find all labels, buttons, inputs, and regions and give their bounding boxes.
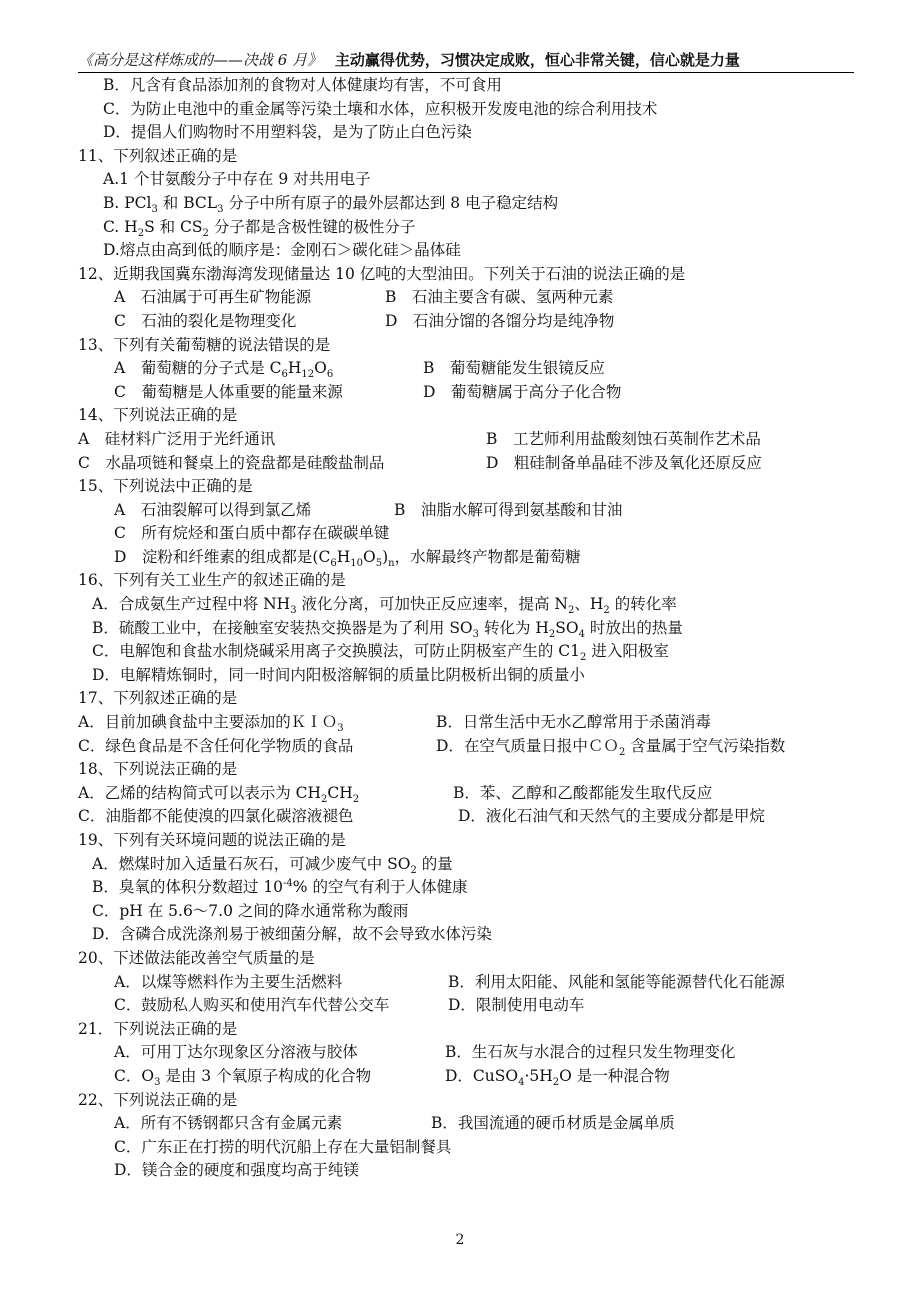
q19-option-d: D．含磷合成洗涤剂易于被细菌分解，故不会导致水体污染 xyxy=(92,925,492,944)
q11-option-c: C. $H_2S$ 和 $CS_2$ 分子都是含极性键的极性分子 xyxy=(103,217,416,239)
q13-option-b: B 葡萄糖能发生银镜反应 xyxy=(423,359,605,378)
q10-option-d: D．提倡人们购物时不用塑料袋，是为了防止白色污染 xyxy=(103,123,472,142)
q20-option-b: B．利用太阳能、风能和氢能等能源替代化石能源 xyxy=(448,972,785,991)
q13-option-d: D 葡萄糖属于高分子化合物 xyxy=(423,382,622,401)
q12-options-cd xyxy=(78,310,868,334)
q21-options-ab xyxy=(78,1041,868,1065)
q15-option-d: D 淀粉和纤维素的组成都是$(C_6H_{10}O_5)_n$，水解最终产物都是葡萄糖 xyxy=(114,547,581,569)
q18-options-cd xyxy=(78,805,868,829)
q22-option-b: B．我国流通的硬币材质是金属单质 xyxy=(431,1114,675,1133)
q16-option-c: C．电解饱和食盐水制烧碱采用离子交换膜法，可防止阴极室产生的 $C1_2$ 进入阳极室 xyxy=(92,642,669,664)
q17-stem: 17、下列叙述正确的是 xyxy=(78,689,238,708)
q17-option-c: C．绿色食品是不含任何化学物质的食品 xyxy=(78,736,354,755)
q15-option-a: A 石油裂解可以得到氯乙烯 xyxy=(114,500,312,519)
q10-option-c: C．为防止电池中的重金属等污染土壤和水体，应积极开发废电池的综合利用技术 xyxy=(103,99,658,118)
q16-option-b: B．硫酸工业中，在接触室安装热交换器是为了利用 $SO_3$ 转化为 $H_2SO_4$ 时放出的热量 xyxy=(92,618,683,640)
q20-stem: 20、下述做法能改善空气质量的是 xyxy=(78,948,315,967)
q15-stem: 15、下列说法中正确的是 xyxy=(78,477,253,496)
q14-option-b: B 工艺师利用盐酸刻蚀石英制作艺术品 xyxy=(486,429,761,448)
q13-option-a: A 葡萄糖的分子式是 $C_6H_{12}O_6$ xyxy=(114,359,334,381)
q19-option-a: A．燃煤时加入适量石灰石，可减少废气中 $SO_2$ 的量 xyxy=(92,854,453,876)
q21-option-b: B．生石灰与水混合的过程只发生物理变化 xyxy=(445,1043,736,1062)
q21-options-cd xyxy=(78,1065,868,1089)
q11-option-b: B. PCl$_3$ 和 $BCL_3$ 分子中所有原子的最外层都达到 8 电子稳定结构 xyxy=(103,193,559,216)
header-title: 《高分是这样炼成的——决战 6 月》 xyxy=(78,51,323,69)
q22-option-d: D．镁合金的硬度和强度均高于纯镁 xyxy=(114,1161,359,1180)
q12-option-a: A 石油属于可再生矿物能源 xyxy=(114,288,312,307)
q12-stem: 12、近期我国冀东渤海湾发现储量达 10 亿吨的大型油田。下列关于石油的说法正确的是 xyxy=(78,264,686,283)
q16-stem: 16、下列有关工业生产的叙述正确的是 xyxy=(78,571,346,590)
q11-option-d: D.熔点由高到低的顺序是：金刚石＞碳化硅＞晶体硅 xyxy=(103,241,461,260)
q17-options-ab xyxy=(78,711,868,735)
q17-option-d: D．在空气质量日报中ＣＯ$_2$ 含量属于空气污染指数 xyxy=(436,736,786,758)
q18-options-ab xyxy=(78,782,868,806)
q17-options-cd xyxy=(78,735,868,759)
q19-option-b: B．臭氧的体积分数超过 $10^{-4}\%$ 的空气有利于人体健康 xyxy=(92,878,468,897)
q12-option-c: C 石油的裂化是物理变化 xyxy=(114,311,297,330)
q18-stem: 18、下列说法正确的是 xyxy=(78,760,238,779)
q20-option-d: D．限制使用电动车 xyxy=(448,996,585,1015)
q19-stem: 19、下列有关环境问题的说法正确的是 xyxy=(78,831,346,849)
q14-stem: 14、下列说法正确的是 xyxy=(78,406,238,425)
q20-options-ab xyxy=(78,971,868,995)
q14-options-cd xyxy=(78,452,868,476)
q21-option-a: A．可用丁达尔现象区分溶液与胶体 xyxy=(114,1043,358,1062)
q21-stem: 21．下列说法正确的是 xyxy=(78,1019,238,1038)
q18-option-c: C．油脂都不能使溴的四氯化碳溶液褪色 xyxy=(78,807,354,826)
q14-option-a: A 硅材料广泛用于光纤通讯 xyxy=(78,429,276,448)
q18-option-d: D．液化石油气和天然气的主要成分都是甲烷 xyxy=(458,807,765,826)
q20-option-c: C．鼓励私人购买和使用汽车代替公交车 xyxy=(114,996,390,1015)
q19-option-c: C．pH 在 5.6～7.0 之间的降水通常称为酸雨 xyxy=(92,901,409,920)
q14-option-c: C 水晶项链和餐桌上的瓷盘都是硅酸盐制品 xyxy=(78,453,385,472)
q20-option-a: A．以煤等燃料作为主要生活燃料 xyxy=(114,972,343,991)
q14-options-ab xyxy=(78,428,868,452)
page-header xyxy=(78,50,854,73)
q15-option-c: C 所有烷烃和蛋白质中都存在碳碳单键 xyxy=(114,524,390,543)
q10-option-b: B．凡含有食品添加剂的食物对人体健康均有害，不可食用 xyxy=(103,76,502,94)
q17-option-b: B．日常生活中无水乙醇常用于杀菌消毒 xyxy=(436,713,711,732)
q13-options-ab xyxy=(78,357,868,381)
q17-option-a: A．目前加碘食盐中主要添加的ＫＩＯ$_3$ xyxy=(78,713,344,735)
q12-options-ab xyxy=(78,286,868,310)
q21-option-c: C．$O_3$ 是由 3 个氧原子构成的化合物 xyxy=(114,1066,372,1089)
q18-option-b: B．苯、乙醇和乙酸都能发生取代反应 xyxy=(453,783,713,802)
q15-options-ab xyxy=(78,499,868,523)
q11-stem: 11、下列叙述正确的是 xyxy=(78,146,238,165)
q14-option-d: D 粗硅制备单晶硅不涉及氧化还原反应 xyxy=(486,453,762,472)
q16-option-a: A．合成氨生产过程中将 $NH_3$ 液化分离，可加快正反应速率，提高 $N_2$、$H_2$ 的转化率 xyxy=(92,595,677,617)
page-number: 2 xyxy=(455,1232,465,1248)
q13-options-cd xyxy=(78,381,868,405)
q20-options-cd xyxy=(78,994,868,1018)
q15-option-b: B 油脂水解可得到氨基酸和甘油 xyxy=(394,500,623,519)
q11-option-a: A.1 个甘氨酸分子中存在 9 对共用电子 xyxy=(103,170,371,189)
q18-option-a: A．乙烯的结构简式可以表示为 $CH_2CH_2$ xyxy=(78,783,360,805)
question-list xyxy=(78,74,868,1183)
q21-option-d: D．$CuSO_4\cdot 5H_2O$ 是一种混合物 xyxy=(445,1066,670,1089)
q22-option-a: A．所有不锈钢都只含有金属元素 xyxy=(114,1114,343,1133)
q13-stem: 13、下列有关葡萄糖的说法错误的是 xyxy=(78,335,331,354)
q13-option-c: C 葡萄糖是人体重要的能量来源 xyxy=(114,382,343,401)
q22-stem: 22、下列说法正确的是 xyxy=(78,1090,238,1109)
header-motto: 主动赢得优势，习惯决定成败，恒心非常关键，信心就是力量 xyxy=(334,51,740,69)
q12-option-b: B 石油主要含有碳、氢两种元素 xyxy=(385,288,614,307)
q22-options-ab xyxy=(78,1112,868,1136)
q22-option-c: C．广东正在打捞的明代沉船上存在大量铝制餐具 xyxy=(114,1137,452,1156)
q16-option-d: D．电解精炼铜时，同一时间内阳极溶解铜的质量比阴极析出铜的质量小 xyxy=(92,665,585,684)
q12-option-d: D 石油分馏的各馏分均是纯净物 xyxy=(385,311,615,330)
